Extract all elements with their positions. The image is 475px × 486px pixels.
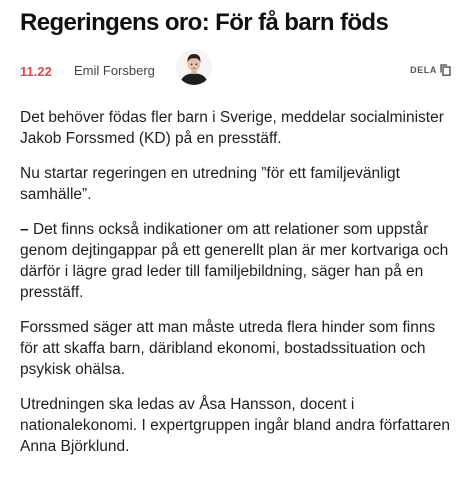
paragraph: Utredningen ska ledas av Åsa Hansson, docent i nationalekonomi. I expertgruppen ingår bland andra författaren Anna Björklund. xyxy=(20,396,450,455)
author-avatar[interactable] xyxy=(176,49,212,85)
headline: Regeringens oro: För få barn föds xyxy=(20,9,389,36)
quote-text: Det finns också indikationer om att relationer som uppstår genom dejtingappar på ett generellt plan är mer kortvariga och därför i lägre grad leder till familjebildning, säger han på en presstäff. xyxy=(20,221,449,301)
share-button[interactable] xyxy=(410,64,451,76)
quote-dash: – xyxy=(20,221,29,238)
paragraph: Nu startar regeringen en utredning ”för ett familjevänligt samhälle”. xyxy=(20,165,400,203)
paragraph: Det behöver födas fler barn i Sverige, meddelar socialminister Jakob Forssmed (KD) på en presstäff. xyxy=(20,109,444,147)
share-label: DELA xyxy=(410,65,437,75)
publish-time: 11.22 xyxy=(20,64,52,79)
author-portrait-icon xyxy=(176,49,212,85)
article-body xyxy=(20,107,455,457)
byline xyxy=(20,49,455,101)
quote-paragraph xyxy=(20,219,455,303)
author-name[interactable]: Emil Forsberg xyxy=(74,63,155,78)
paragraph: Forssmed säger att man måste utreda flera hinder som finns för att skaffa barn, däribland ekonomi, bostadssituation och psykisk ohälsa. xyxy=(20,319,436,378)
copy-icon xyxy=(440,64,451,76)
